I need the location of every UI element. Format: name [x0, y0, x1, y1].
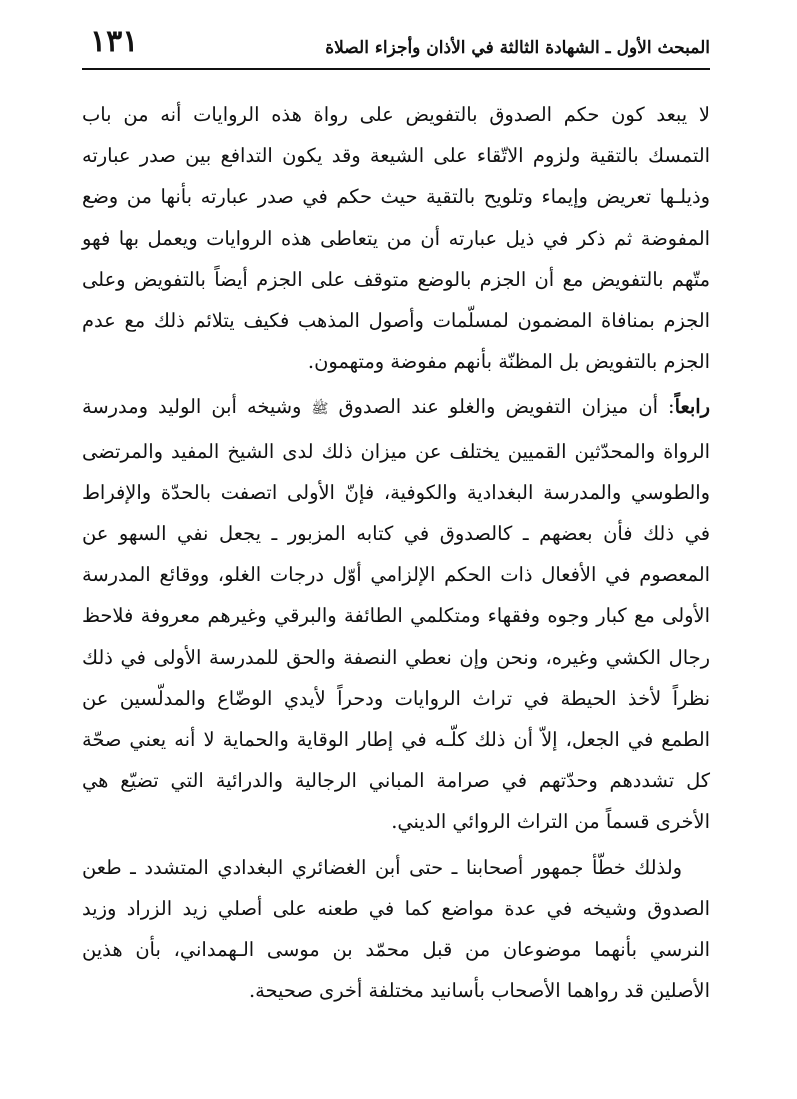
honorific-sign: ﷺ: [311, 401, 329, 418]
paragraph-2-text-a: : أن ميزان التفويض والغلو عند الصدوق: [328, 395, 675, 419]
page-header: [82, 22, 710, 68]
header-rule: [82, 68, 710, 70]
book-page: [82, 22, 710, 1003]
page-body: [82, 94, 710, 1015]
paragraph-2-text-b: وشيخه أبن الوليد ومدرسة الرواة والمحدّثين القميين يختلف عن ميزان ذلك لدى الشيخ المفيد والمرتضى والطوسي والمدرسة البغدادية والكوفية، فإنّ الأولى اتصفت بالحدّة والإفراط في ذلك فأن بعضهم ـ كالصدوق في كتابه المزبور ـ يجعل نفي السهو عن المعصوم في الأفعال ذات الحكم الإلزامي أوّل درجات الغلو، ووقائع المدرسة الأولى مع كبار وجوه وفقهاء ومتكلمي الطائفة والبرقي وغيرهم معروفة فلاحظ رجال الكشي وغيره، ونحن وإن نعطي النصفة والحق للمدرسة الأولى في ذلك نظراً لأخذ الحيطة في تراث الروايات ودحراً لأيدي الوضّاع والمدلّسين عن الطمع في الجعل، إلاّ أن ذلك كلّـه في إطار الوقاية والحماية لا أنه يعني صحّة كل تشددهم وحدّتهم في صرامة المباني الرجالية والدرائية التي تضيّع هي الأخرى قسماً من التراث الروائي الديني.: [82, 395, 710, 834]
paragraph-1: لا يبعد كون حكم الصدوق بالتفويض على رواة هذه الروايات أنه من باب التمسك بالتقية ولزوم الاتّقاء على الشيعة وقد يكون التدافع بين صدر عبارته وذيلـها تعريض وإيماء وتلويح بالتقية حيث حكم في صدر عبارته بأنها من وضع المفوضة ثم ذكر في ذيل عبارته أن من يتعاطى هذه الروايات ويعمل بها فهو متّهم بالتفويض مع أن الجزم بالوضع متوقف على الجزم أيضاً بالتفويض وعلى الجزم بمنافاة المضمون لمسلّمات وأصول المذهب فكيف يتلائم ذلك مع عدم الجزم بالتفويض بل المظنّة بأنهم مفوضة ومتهمون.: [82, 103, 710, 374]
paragraph-3: ولذلك خطّأ جمهور أصحابنا ـ حتى أبن الغضائري البغدادي المتشدد ـ طعن الصدوق وشيخه في عدة مواضع كما في طعنه على أصلي زيد الزراد وزيد النرسي بأنهما موضوعان من قبل محمّد بن موسى الـهمداني، بأن هذين الأصلين قد رواهما الأصحاب بأسانيد مختلفة أخرى صحيحة.: [82, 855, 710, 1003]
page-number: ١٣١: [90, 24, 139, 59]
running-title: المبحث الأول ـ الشهادة الثالثة في الأذان وأجزاء الصلاة: [325, 38, 710, 58]
paragraph-lead-word: رابعاً: [674, 395, 710, 419]
paragraph-2: [82, 386, 710, 842]
